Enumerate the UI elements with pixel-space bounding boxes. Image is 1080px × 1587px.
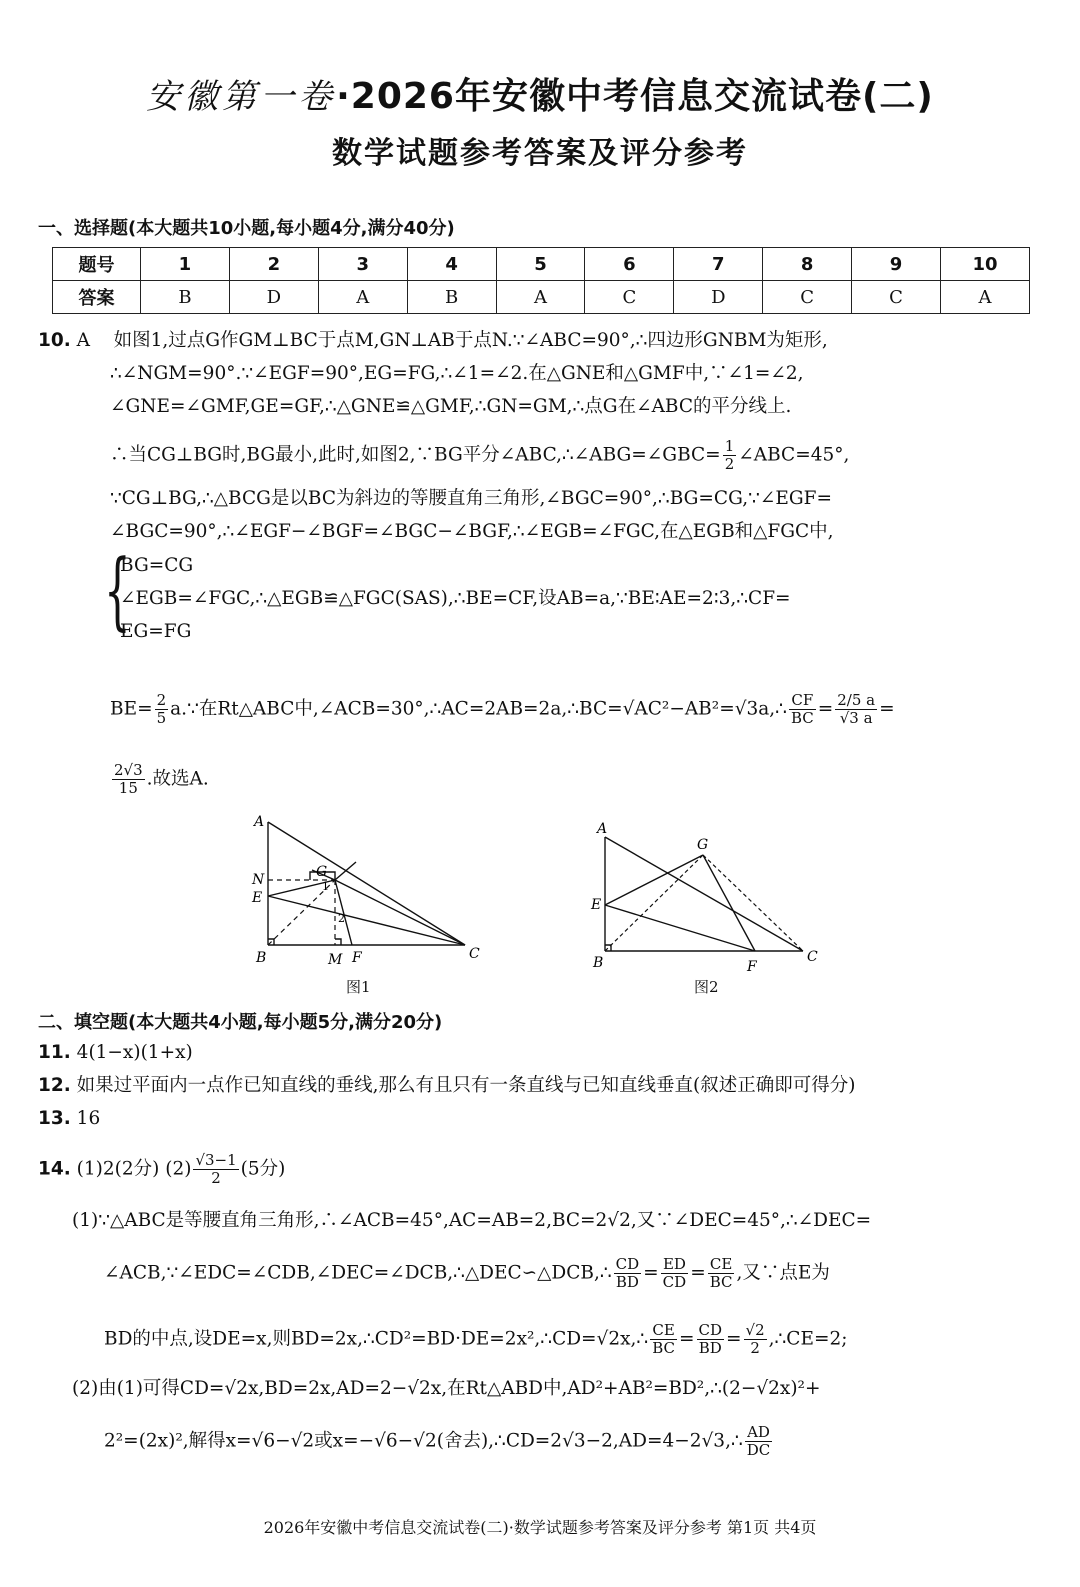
q11-line — [38, 1040, 193, 1066]
q10-text-8: .故选A. — [146, 768, 209, 790]
fraction — [745, 1424, 773, 1459]
q10-text-4a: ∴当CG⊥BG时,BG最小,此时,如图2,∵BG平分∠ABC,∴∠ABG=∠GBC= — [110, 444, 721, 466]
equals: = — [879, 698, 895, 720]
q14-sol-5 — [104, 1424, 774, 1459]
fraction — [835, 692, 877, 727]
equals: = — [817, 698, 834, 720]
q10-text-7b: a.∵在Rt△ABC中,∠ACB=30°,∴AC=2AB=2a,∴BC=√AC²−AB²=√3a,∴ — [170, 698, 787, 720]
fig2-label-c: C — [807, 949, 818, 965]
brand-calligraphy: 安徽第一卷 — [146, 77, 337, 117]
q10-line-8 — [110, 762, 209, 797]
fig2-seg-gf — [703, 855, 755, 951]
fraction-numerator: √2 — [745, 1321, 765, 1339]
fig2-label-g: G — [697, 837, 709, 853]
answer-table — [52, 247, 1030, 314]
equals: = — [726, 1328, 742, 1350]
fraction-numerator: 2√3 — [114, 761, 143, 779]
fraction-half — [723, 438, 737, 473]
q10-line-5: ∵CG⊥BG,∴△BCG是以BC为斜边的等腰直角三角形,∠BGC=90°,∴BG=CG,∵∠EGF= — [110, 488, 832, 509]
q14-sol-5a: 2²=(2x)²,解得x=√6−√2或x=−√6−√2(舍去),∴CD=2√3−2,AD=4−2√3,∴ — [104, 1430, 743, 1452]
fig1-right-angle-m — [335, 939, 341, 945]
fraction-denominator: DC — [746, 1441, 771, 1459]
fig1-label-b: B — [256, 950, 267, 966]
fraction-numerator: 1 — [724, 437, 735, 455]
fig2-label-b: B — [593, 955, 604, 971]
section2-heading: 二、填空题(本大题共4小题,每小题5分,满分20分) — [38, 1012, 443, 1033]
equals: = — [678, 1328, 695, 1350]
equals: = — [690, 1262, 706, 1284]
table-cell-answer: A — [318, 281, 407, 314]
page-title — [0, 68, 1080, 119]
system-brace: { — [104, 541, 131, 639]
fraction-numerator: CE — [650, 1322, 677, 1340]
fraction-numerator: AD — [745, 1424, 773, 1442]
fig2-dash-bg — [605, 855, 703, 951]
fig1-label-g: G — [316, 864, 328, 880]
fraction-denominator: BD — [615, 1273, 639, 1291]
fraction — [708, 1256, 735, 1291]
fig1-label-c: C — [469, 946, 480, 962]
fig1-edge-ac — [268, 822, 465, 945]
q10-system-1: BG=CG — [120, 555, 194, 576]
fig1-label-m: M — [328, 952, 343, 968]
fig1-label-n: N — [252, 872, 265, 888]
table-cell-answer: D — [229, 281, 318, 314]
fraction-numerator: 2 — [156, 691, 167, 709]
table-cell-answer: C — [585, 281, 674, 314]
fraction — [650, 1322, 677, 1357]
fraction-denominator: BD — [698, 1339, 722, 1357]
fraction-denominator: BC — [790, 709, 814, 727]
q10-system-2: ∠EGB=∠FGC,∴△EGB≌△FGC(SAS),∴BE=CF,设AB=a,∵BE∶AE=2∶3,∴CF= — [120, 588, 791, 609]
fig1-label-f: F — [352, 950, 362, 966]
table-cell-answer: C — [852, 281, 941, 314]
fraction — [614, 1256, 642, 1291]
table-cell-number: 7 — [674, 248, 763, 281]
fraction-numerator: CD — [698, 1321, 723, 1339]
q12-label: 12. — [38, 1075, 71, 1096]
page-subtitle: 数学试题参考答案及评分参考 — [332, 136, 748, 171]
q11-answer: 4(1−x)(1+x) — [76, 1042, 193, 1063]
q14-sol-2 — [104, 1256, 830, 1291]
fraction-denominator: √3 a — [839, 709, 873, 727]
fig1-bisector-ext — [335, 862, 356, 880]
section1-heading: 一、选择题(本大题共10小题,每小题4分,满分40分) — [38, 218, 455, 239]
table-cell-number: 8 — [763, 248, 852, 281]
figure-1 — [240, 810, 500, 975]
fig1-angle-2: 2 — [338, 912, 345, 925]
fraction-denominator: 2 — [750, 1339, 760, 1357]
table-cell-number: 10 — [941, 248, 1030, 281]
table-cell-answer: D — [674, 281, 763, 314]
fraction-denominator: BC — [652, 1339, 675, 1357]
table-cell-answer: A — [496, 281, 585, 314]
fraction-numerator: ED — [661, 1256, 689, 1274]
fraction — [661, 1256, 689, 1291]
q10-line-4 — [110, 438, 849, 473]
q10-text-1: 如图1,过点G作GM⊥BC于点M,GN⊥AB于点N.∵∠ABC=90°,∴四边形GNBM为矩形, — [113, 330, 828, 351]
table-label-answer: 答案 — [53, 281, 141, 314]
fig1-label-a: A — [254, 814, 265, 830]
fraction-numerator: CD — [615, 1255, 640, 1273]
fig2-edge-ac — [605, 837, 803, 951]
answer-table-header-row — [53, 248, 1030, 281]
table-cell-number: 9 — [852, 248, 941, 281]
q13-line — [38, 1106, 100, 1132]
q14-sol-4: (2)由(1)可得CD=√2x,BD=2x,AD=2−√2x,在Rt△ABD中,AD²+AB²=BD²,∴(2−√2x)²+ — [72, 1378, 821, 1399]
fraction — [697, 1322, 725, 1357]
q14-text-b: (5分) — [240, 1158, 286, 1180]
fig2-seg-eg — [605, 855, 703, 905]
q10-label: 10. — [38, 330, 71, 351]
q10-system-3: EG=FG — [120, 621, 192, 642]
q12-line — [38, 1073, 856, 1099]
fraction-denominator: BC — [709, 1273, 733, 1291]
q14-sol-1: (1)∵△ABC是等腰直角三角形,∴∠ACB=45°,AC=AB=2,BC=2√2,又∵∠DEC=45°,∴∠DEC= — [72, 1210, 872, 1231]
fraction-denominator: CD — [662, 1273, 687, 1291]
q13-answer: 16 — [76, 1108, 101, 1129]
q10-text-7a: BE= — [110, 698, 153, 720]
table-cell-number: 5 — [496, 248, 585, 281]
fig2-label-a: A — [597, 821, 608, 837]
table-cell-answer: B — [407, 281, 496, 314]
equals: = — [643, 1262, 659, 1284]
table-label-number: 题号 — [53, 248, 141, 281]
fig2-caption: 图2 — [694, 978, 719, 996]
fig2-label-f: F — [747, 959, 757, 975]
fraction-denominator: 15 — [118, 779, 138, 797]
table-cell-number: 6 — [585, 248, 674, 281]
fraction-numerator: CF — [789, 692, 816, 710]
q14-sol-3a: BD的中点,设DE=x,则BD=2x,∴CD²=BD·DE=2x²,∴CD=√2x,∴ — [104, 1328, 649, 1350]
fraction-denominator: 5 — [156, 709, 167, 727]
q14-sol-2b: ,又∵点E为 — [736, 1262, 830, 1284]
q12-answer: 如果过平面内一点作已知直线的垂线,那么有且只有一条直线与已知直线垂直(叙述正确即可得分) — [76, 1075, 856, 1096]
q10-line-2: ∴∠NGM=90°.∵∠EGF=90°,EG=FG,∴∠1=∠2.在△GNE和△GMF中,∵∠1=∠2, — [110, 363, 804, 384]
fig1-seg-ec — [268, 896, 465, 945]
q14-sol-3b: ,∴CE=2; — [768, 1328, 848, 1350]
fraction — [789, 692, 816, 727]
fraction-denominator: 2 — [211, 1169, 221, 1187]
fraction-denominator: 2 — [724, 455, 735, 473]
table-cell-number: 2 — [229, 248, 318, 281]
q14-line — [38, 1152, 285, 1187]
table-cell-number: 1 — [141, 248, 230, 281]
table-cell-number: 4 — [407, 248, 496, 281]
fraction — [112, 762, 145, 797]
fraction-numerator: CE — [708, 1256, 735, 1274]
q10-line-1 — [38, 328, 828, 354]
fig2-dash-gc — [703, 855, 803, 951]
q14-text-a: (1)2(2分) (2) — [76, 1158, 192, 1180]
q14-label: 14. — [38, 1158, 71, 1180]
answer-table-answer-row — [53, 281, 1030, 314]
q10-line-3: ∠GNE=∠GMF,GE=GF,∴△GNE≌△GMF,∴GN=GM,∴点G在∠ABC的平分线上. — [110, 396, 792, 417]
page-footer: 2026年安徽中考信息交流试卷(二)·数学试题参考答案及评分参考 第1页 共4页 — [263, 1518, 817, 1537]
figure-2 — [585, 815, 835, 975]
fig1-label-e: E — [252, 890, 263, 906]
table-cell-answer: A — [941, 281, 1030, 314]
q13-label: 13. — [38, 1108, 71, 1129]
fraction-numerator: 2/5 a — [837, 691, 876, 709]
fraction-numerator: √3−1 — [195, 1151, 237, 1169]
q11-label: 11. — [38, 1042, 71, 1063]
title-text: ·2026年安徽中考信息交流试卷(二) — [336, 76, 934, 117]
q10-line-6: ∠BGC=90°,∴∠EGF−∠BGF=∠BGC−∠BGF,∴∠EGB=∠FGC,在△EGB和△FGC中, — [110, 521, 834, 542]
q10-answer: A — [76, 330, 91, 351]
q10-text-4b: ∠ABC=45°, — [738, 444, 850, 466]
table-cell-answer: C — [763, 281, 852, 314]
fig1-seg-gc — [335, 880, 465, 945]
fig1-caption: 图1 — [346, 978, 371, 996]
fig2-seg-ef — [605, 905, 755, 951]
q14-sol-3 — [104, 1322, 847, 1357]
table-cell-answer: B — [141, 281, 230, 314]
fraction — [155, 692, 169, 727]
fig2-label-e: E — [591, 897, 602, 913]
fraction — [193, 1152, 238, 1187]
fig1-angle-1: 1 — [322, 880, 329, 893]
fraction — [744, 1322, 767, 1357]
table-cell-number: 3 — [318, 248, 407, 281]
q10-line-7 — [110, 692, 895, 727]
q14-sol-2a: ∠ACB,∵∠EDC=∠CDB,∠DEC=∠DCB,∴△DEC∽△DCB,∴ — [104, 1262, 612, 1284]
